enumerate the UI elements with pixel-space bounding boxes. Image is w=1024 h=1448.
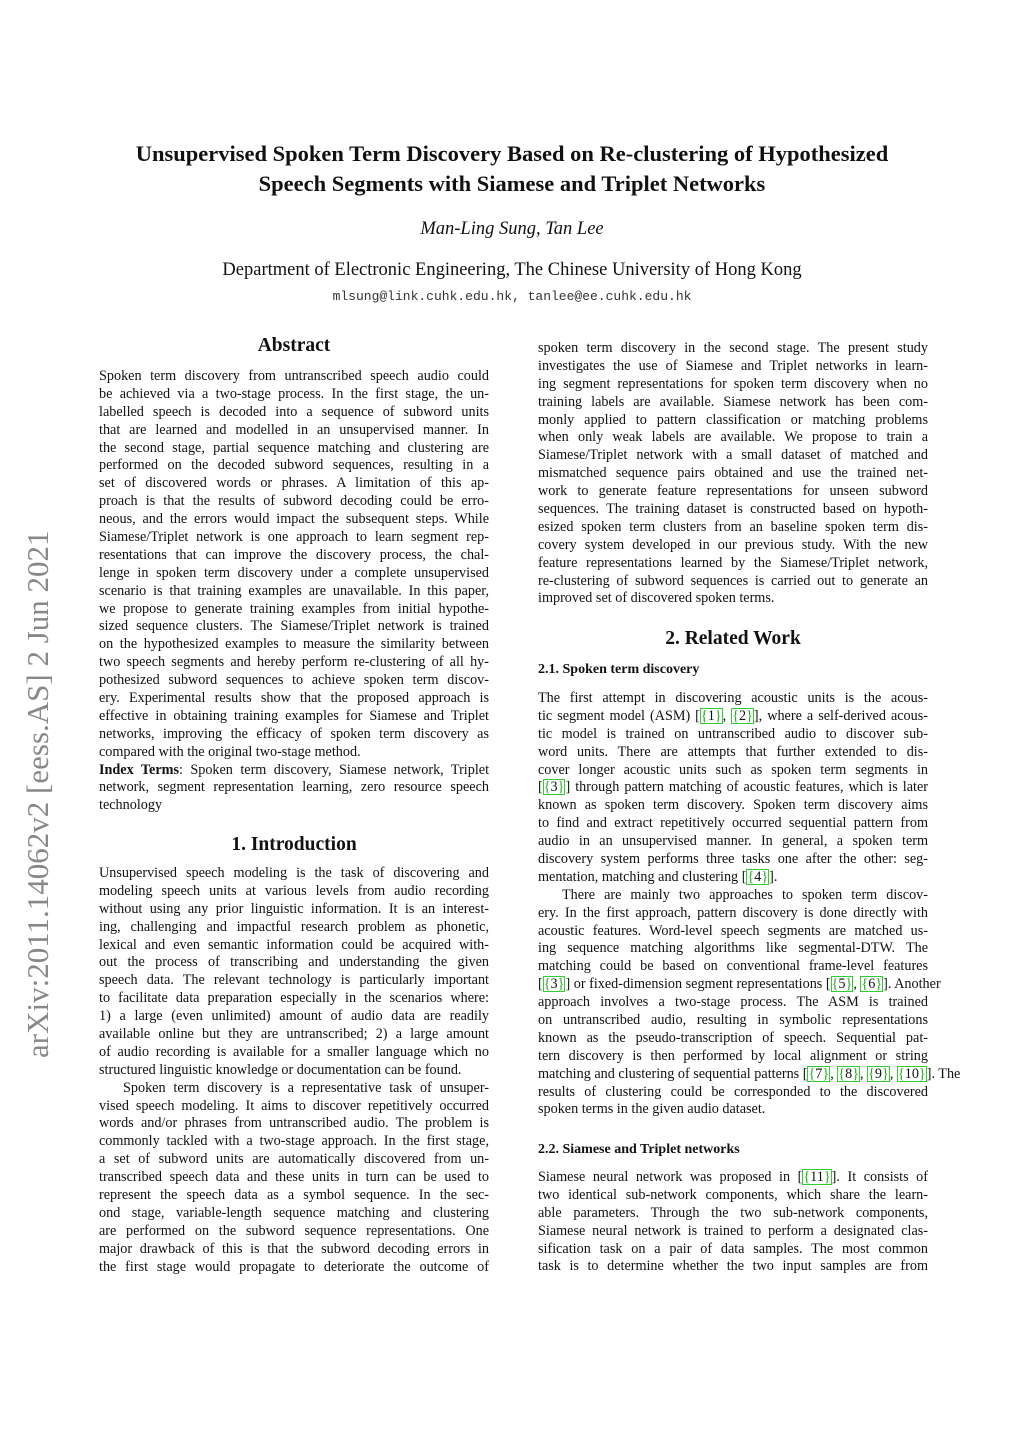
- citation-link[interactable]: {4}: [747, 868, 769, 885]
- text-line: ing, challenging and impactful research problem as phonetic,: [99, 918, 489, 935]
- text-line: available online but they are untranscribed; 2) a large amount: [99, 1026, 489, 1043]
- abstract-heading: Abstract: [257, 335, 331, 356]
- text-line: approach involves a two-stage process. The ASM is trained: [538, 994, 928, 1011]
- text-line: a set of subword units are automatically discovered from un-: [99, 1151, 489, 1168]
- introduction-continued: [538, 340, 928, 608]
- text-line: to facilitate data preparation especially in the scenarios where:: [99, 990, 489, 1007]
- index-terms-label: Index Terms: [99, 761, 179, 778]
- text-line: Siamese/Triplet network is one approach to learn segment rep-: [99, 529, 489, 546]
- text-line: set of discovered words or phrases. A limitation of this ap-: [99, 475, 489, 492]
- subsection-heading-2-2: 2.2. Siamese and Triplet networks: [538, 1142, 740, 1157]
- text-line: covery system developed in our previous study. With the new: [538, 536, 928, 553]
- text-line: structured linguistic knowledge or documentation can be found.: [99, 1061, 462, 1078]
- text-line: resentations that can improve the discovery process, the chal-: [99, 546, 489, 563]
- emails: mlsung@link.cuhk.edu.hk, tanlee@ee.cuhk.edu.hk: [332, 289, 692, 304]
- title-line: Unsupervised Spoken Term Discovery Based on Re-clustering of Hypothesized: [135, 141, 889, 166]
- text-line: tic model is trained on untranscribed audio to discover sub-: [538, 725, 928, 742]
- text-line: neous, and the errors would impact the subsequent steps. While: [99, 511, 489, 528]
- text-line: known as spoken term discovery. Spoken term discovery aims: [538, 797, 928, 814]
- text-line: discovery system performs three tasks one after the other: seg-: [538, 851, 928, 868]
- text-line: ery. In the first approach, pattern discovery is done directly with: [538, 904, 928, 921]
- introduction-heading: 1. Introduction: [231, 834, 357, 855]
- text-line: vised speech modeling. It aims to discover repetitively occurred: [99, 1097, 489, 1114]
- text-line: scenario is that training examples are unavailable. In this paper,: [99, 582, 489, 599]
- text-line: commonly tackled with a two-stage approach. In the first stage,: [99, 1133, 489, 1150]
- citation-link[interactable]: {8}: [838, 1065, 860, 1082]
- text-line: The first attempt in discovering acoustic units is the acous-: [538, 690, 928, 706]
- text-line: word units. There are attempts that further extended to dis-: [538, 743, 928, 760]
- text-line: cover longer acoustic units such as spoken term segments in: [538, 761, 928, 778]
- text-line: mentation, matching and clustering [{4}].: [538, 868, 778, 885]
- text-line: Spoken term discovery from untranscribed speech audio could: [99, 368, 489, 384]
- text-line: two identical sub-network components, which share the learn-: [538, 1186, 928, 1203]
- introduction-body: [99, 865, 489, 1276]
- text-line: words and/or phrases from untranscribed audio. The problem is: [99, 1115, 489, 1132]
- subsection-heading-2-1: 2.1. Spoken term discovery: [538, 662, 700, 677]
- text-line: audio in an unsupervised manner. In general, a spoken term: [538, 833, 928, 850]
- text-line: labelled speech is decoded into a sequence of subword units: [99, 403, 489, 420]
- text-line: compared with the original two-stage method.: [99, 743, 361, 760]
- text-line: Unsupervised speech modeling is the task of discovering and: [99, 865, 489, 881]
- related-work-heading: 2. Related Work: [665, 628, 801, 649]
- text-line: ond stage, variable-length sequence matching and clustering: [99, 1204, 489, 1221]
- text-line: speech data. The relevant technology is particularly important: [99, 972, 489, 989]
- citation-link[interactable]: {3}: [543, 976, 565, 993]
- citation-link[interactable]: {7}: [808, 1065, 830, 1082]
- text-line: that are learned and modelled in an unsupervised manner. In: [99, 421, 489, 438]
- text-line: tic segment model (ASM) [{1}, {2}], where a self-derived acous-: [538, 707, 928, 724]
- text-line: acoustic features. Word-level speech segments are matched us-: [538, 922, 928, 939]
- text-line: Siamese neural network was proposed in [{11}]. It consists of: [538, 1169, 928, 1185]
- text-line: networks, improving the efficacy of spoken term discovery as: [99, 725, 489, 742]
- citation-link[interactable]: {11}: [803, 1169, 831, 1185]
- text-line: [{3}] or fixed-dimension segment representations [{5}, {6}]. Another: [538, 976, 941, 993]
- text-line: tern discovery is then performed by local alignment or string: [538, 1047, 928, 1064]
- text-line: ery. Experimental results show that the proposed approach is: [99, 690, 489, 707]
- citation-link[interactable]: {3}: [543, 779, 565, 796]
- text-line: when only weak labels are available. We propose to train a: [538, 429, 928, 446]
- text-line: the first stage would propagate to deteriorate the outcome of: [99, 1258, 489, 1275]
- text-line: lenge in spoken term discovery under a complete unsupervised: [99, 564, 489, 581]
- text-line: major drawback of this is that the subword decoding errors in: [99, 1240, 489, 1257]
- text-line: spoken term discovery in the second stage. The present study: [538, 340, 928, 356]
- text-line: investigates the use of Siamese and Triplet networks in learn-: [538, 357, 928, 374]
- text-line: transcribed speech data and these units in turn can be used to: [99, 1169, 489, 1186]
- text-line: Siamese neural network is trained to perform a designated clas-: [538, 1222, 928, 1239]
- text-line: able parameters. Through the two sub-network components,: [538, 1204, 928, 1221]
- text-line: feature representations learned by the Siamese/Triplet network,: [538, 554, 928, 571]
- text-line: improved set of discovered spoken terms.: [538, 590, 775, 607]
- text-line: 1) a large (even unlimited) amount of audio data are readily: [99, 1008, 489, 1025]
- text-line: There are mainly two approaches to spoken term discov-: [562, 886, 928, 903]
- text-line: known as the pseudo-transcription of speech. Sequential pat-: [538, 1029, 928, 1046]
- text-line: lexical and even semantic information could be acquired with-: [99, 936, 489, 953]
- arxiv-identifier: arXiv:2011.14062v2 [eess.AS] 2 Jun 2021: [20, 530, 55, 1058]
- text-line: matching and clustering of sequential patterns [{7}, {8}, {9}, {10}]. The: [538, 1065, 961, 1082]
- citation-link[interactable]: {2}: [732, 707, 753, 724]
- text-line: we propose to generate training examples from initial hypothe-: [99, 600, 489, 617]
- text-line: modeling speech units at various levels from audio recording: [99, 882, 489, 899]
- text-line: Siamese/Triplet network with a small dataset of matched and: [538, 447, 928, 464]
- text-line: effective in obtaining training examples for Siamese and Triplet: [99, 707, 489, 724]
- text-line: spoken terms in the given audio dataset.: [538, 1101, 766, 1118]
- text-line: be achieved via a two-stage process. In the first stage, the un-: [99, 385, 489, 402]
- text-line: re-clustering of subword sequences is carried out to generate an: [538, 572, 928, 589]
- authors: Man-Ling Sung, Tan Lee: [420, 219, 604, 239]
- text-line: on untranscribed audio, resulting in symbolic representations: [538, 1012, 928, 1029]
- text-line: esized spoken term clusters from an baseline spoken term dis-: [538, 518, 928, 535]
- text-line: sequences. The training dataset is constructed based on hypoth-: [538, 501, 928, 518]
- text-line: out the process of transcribing and understanding the given: [99, 954, 489, 971]
- text-line: represent the speech data as a symbol sequence. In the sec-: [99, 1187, 489, 1204]
- text-line: training labels are available. Siamese network has been com-: [538, 393, 928, 410]
- title-line: Speech Segments with Siamese and Triplet Networks: [258, 171, 766, 196]
- text-line: proach is that the results of subword decoding could be erro-: [99, 493, 489, 510]
- text-line: pothesized subword sequences to achieve spoken term discov-: [99, 672, 489, 689]
- text-line: network, segment representation learning, zero resource speech: [99, 779, 489, 796]
- text-line: [{3}] through pattern matching of acoustic features, which is later: [538, 779, 928, 796]
- text-line: monly applied to pattern classification or matching problems: [538, 411, 928, 428]
- text-line: technology: [99, 797, 163, 814]
- text-line: on the hypothesized examples to measure the similarity between: [99, 636, 489, 653]
- text-line: to find and extract repetitively occurred sequential pattern from: [538, 815, 928, 832]
- text-line: two speech segments and hereby perform re-clustering of all hy-: [99, 654, 489, 671]
- abstract-body: [99, 368, 489, 815]
- text-line: are performed on the subword sequence representations. One: [99, 1222, 489, 1239]
- text-line: ing segment representations for spoken term discovery when no: [538, 375, 928, 392]
- text-line: matching could be based on conventional frame-level features: [538, 958, 928, 975]
- citation-link[interactable]: {6}: [861, 976, 883, 993]
- text-line: results of clustering could be corresponded to the discovered: [538, 1083, 928, 1100]
- text-line: Spoken term discovery is a representative task of unsuper-: [123, 1079, 489, 1096]
- text-line: the second stage, partial sequence matching and clustering are: [99, 439, 489, 456]
- text-line: without using any prior linguistic information. It is an interest-: [99, 900, 489, 917]
- citation-link[interactable]: {9}: [868, 1065, 889, 1082]
- spoken-term-discovery-body: [538, 690, 961, 1119]
- siamese-triplet-body: [538, 1169, 928, 1276]
- text-line: sification task on a pair of data samples. The most common: [538, 1240, 928, 1257]
- text-line: [99, 762, 489, 780]
- citation-link[interactable]: {1}: [700, 707, 722, 724]
- text-line: of audio recording is available for a smaller language which no: [99, 1043, 489, 1060]
- text-line: performed on the decoded subword sequences, resulting in a: [99, 457, 489, 474]
- text-line: task is to determine whether the two input samples are from: [538, 1258, 928, 1275]
- text-line: sized sequence clusters. The Siamese/Triplet network is trained: [99, 618, 489, 635]
- text-line: work to generate feature representations for unseen subword: [538, 483, 928, 500]
- paper-title: [0, 139, 1024, 199]
- affiliation: Department of Electronic Engineering, The Chinese University of Hong Kong: [222, 260, 802, 280]
- citation-link[interactable]: {5}: [831, 976, 853, 993]
- text-line: ing sequence matching algorithms like segmental-DTW. The: [538, 940, 928, 957]
- citation-link[interactable]: {10}: [897, 1065, 926, 1082]
- text-line: mismatched sequence pairs obtained and use the trained net-: [538, 465, 928, 482]
- index-terms-text: : Spoken term discovery, Siamese network, Triplet: [178, 761, 490, 778]
